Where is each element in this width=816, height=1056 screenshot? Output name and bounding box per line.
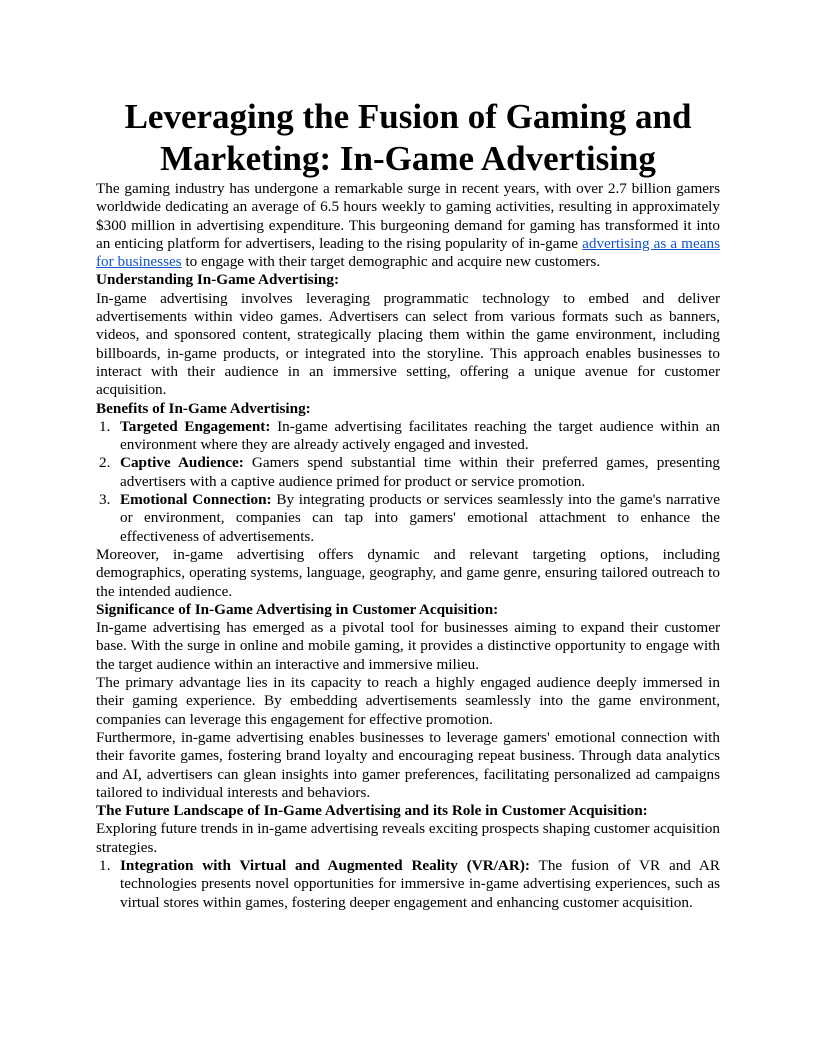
- significance-paragraph-2: The primary advantage lies in its capacity to reach a highly engaged audience deeply immersed in their gaming experience. By embedding advertisements seamlessly into the game environment, companies can leverage this engagement for effective promotion.: [96, 674, 720, 728]
- list-term: Targeted Engagement:: [120, 417, 271, 435]
- list-term: Integration with Virtual and Augmented Reality (VR/AR):: [120, 856, 530, 874]
- section-heading-significance: Significance of In-Game Advertising in Customer Acquisition:: [96, 600, 499, 618]
- list-item: [96, 454, 720, 491]
- list-number: 2.: [99, 454, 111, 472]
- significance-paragraph-3: Furthermore, in-game advertising enables businesses to leverage gamers' emotional connection with their favorite games, fostering brand loyalty and encouraging repeat business. Through data analytics and AI, advertisers can glean insights into gamer preferences, facilitating personalized ad campaigns tailored to individual interests and behaviors.: [96, 728, 720, 801]
- list-number: 1.: [99, 417, 111, 435]
- advertising-link[interactable]: advertising as a means for businesses: [96, 234, 720, 271]
- list-text: In-game advertising facilitates reaching the target audience within an environment where they are already actively engaged and invested.: [120, 417, 721, 454]
- understanding-paragraph: In-game advertising involves leveraging programmatic technology to embed and deliver advertisements within video games. Advertisers can select from various formats such as banners, videos, and sponsored content, strategically placing them within the game environment, including billboards, in-game products, or integrated into the storyline. This approach enables businesses to interact with their audience in an immersive setting, offering a unique avenue for customer acquisition.: [96, 289, 720, 399]
- intro-text-end: to engage with their target demographic and acquire new customers.: [181, 253, 601, 271]
- list-text: By integrating products or services seamlessly into the game's narrative or environment, companies can tap into gamers' emotional attachment to enhance the effectiveness of advertisements.: [120, 491, 720, 545]
- list-text: The fusion of VR and AR technologies presents novel opportunities for immersive in-game advertising experiences, such as virtual stores within games, fostering deeper engagement and enhancing customer acquisition.: [120, 856, 720, 911]
- section-heading-future: The Future Landscape of In-Game Advertising and its Role in Customer Acquisition:: [96, 802, 648, 820]
- list-term: Emotional Connection:: [120, 491, 272, 509]
- document-title: Leveraging the Fusion of Gaming and Marketing: In-Game Advertising: [124, 97, 692, 178]
- significance-paragraph-1: In-game advertising has emerged as a pivotal tool for businesses aiming to expand their customer base. With the surge in online and mobile gaming, it provides a distinctive opportunity to engage with the target audience within an interactive and immersive milieu.: [96, 619, 720, 673]
- benefits-list: [96, 418, 720, 546]
- list-item: [96, 491, 720, 546]
- intro-paragraph: [96, 180, 720, 271]
- list-number: 3.: [99, 491, 111, 509]
- list-text: Gamers spend substantial time within their preferred games, presenting advertisers with a captive audience primed for product or service promotion.: [120, 454, 721, 490]
- future-paragraph: Exploring future trends in in-game advertising reveals exciting prospects shaping customer acquisition strategies.: [96, 820, 720, 856]
- future-list: [96, 857, 720, 912]
- list-item: [96, 418, 720, 455]
- document-page: [96, 96, 720, 912]
- section-heading-understanding: Understanding In-Game Advertising:: [96, 271, 340, 289]
- benefits-after-paragraph: Moreover, in-game advertising offers dynamic and relevant targeting options, including demographics, operating systems, language, geography, and game genre, ensuring tailored outreach to the intended audience.: [96, 545, 720, 600]
- list-term: Captive Audience:: [120, 454, 244, 472]
- list-item: [96, 857, 720, 912]
- list-number: 1.: [99, 856, 111, 874]
- section-heading-benefits: Benefits of In-Game Advertising:: [96, 399, 311, 417]
- intro-text: The gaming industry has undergone a remarkable surge in recent years, with over 2.7 billion gamers worldwide dedicating an average of 6.5 hours weekly to gaming activities, resulting in approximately $300 million in advertising expenditure. This burgeoning demand for gaming has transformed it into an enticing platform for advertisers, leading to the rising popularity of in-game: [96, 180, 720, 252]
